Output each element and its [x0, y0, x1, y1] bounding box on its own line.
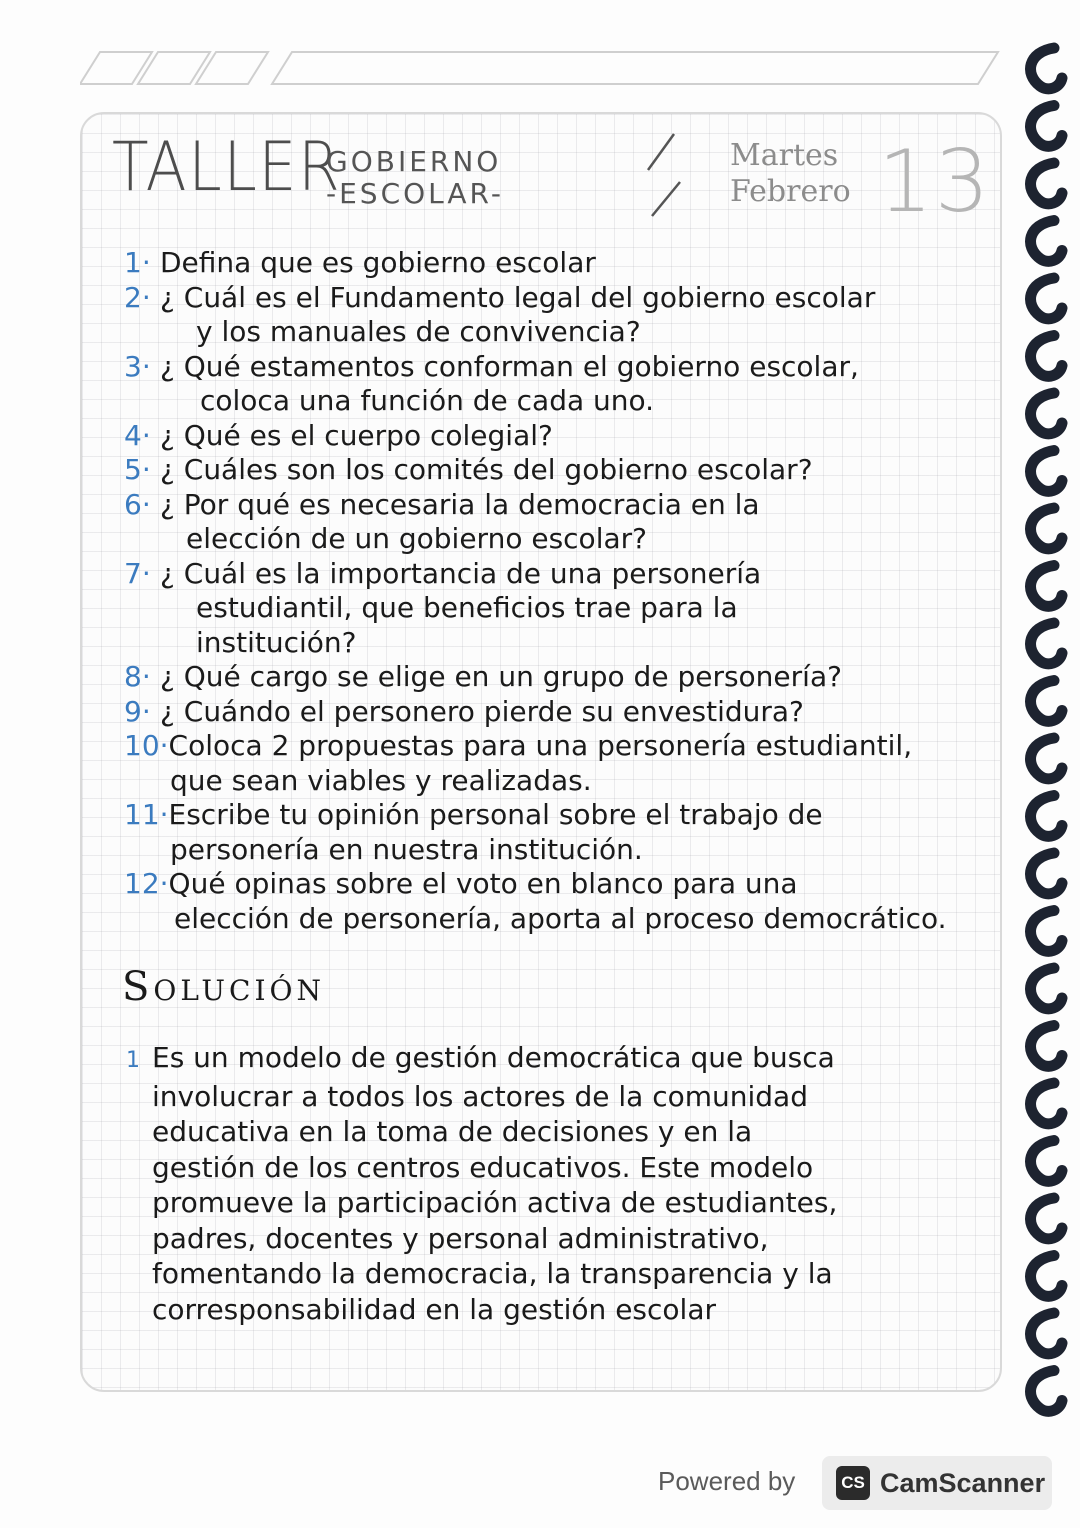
answer-line: gestión de los centros educativos. Este modelo	[152, 1150, 814, 1184]
spiral-loop	[1031, 48, 1062, 89]
question-line: ¿ Qué estamentos conforman el gobierno escolar,	[160, 349, 859, 383]
question-item	[124, 281, 984, 350]
question-line: ¿ Cuáles son los comités del gobierno escolar?	[160, 453, 813, 486]
question-item	[124, 488, 984, 557]
spiral-loop	[1031, 393, 1062, 434]
question-number: 9·	[124, 694, 151, 728]
spiral-loop	[1031, 1313, 1062, 1354]
question-line: que sean viables y realizadas.	[170, 763, 592, 797]
spiral-loop	[1031, 278, 1062, 319]
question-item	[124, 246, 984, 281]
spiral-loop	[1031, 738, 1062, 779]
question-item	[124, 798, 984, 867]
question-line: elección de un gobierno escolar?	[186, 522, 648, 555]
spiral-loop	[1031, 796, 1062, 837]
spiral-loop	[1031, 221, 1062, 262]
spiral-loop	[1031, 681, 1062, 722]
question-line: ¿ Cuándo el personero pierde su envestidura?	[160, 694, 804, 728]
question-number: 6·	[124, 487, 151, 521]
spiral-loop	[1031, 451, 1062, 492]
date-month: Febrero	[730, 174, 851, 209]
question-line: estudiantil, que beneficios trae para la	[196, 591, 738, 624]
spiral-loop	[1031, 566, 1062, 607]
question-line: ¿ Qué es el cuerpo colegial?	[160, 418, 553, 452]
powered-by-label: Powered by	[658, 1466, 796, 1496]
spiral-loop	[1031, 853, 1062, 894]
question-line: elección de personería, aporta al proceso democrático.	[174, 901, 947, 935]
question-line: personería en nuestra institución.	[170, 832, 643, 866]
date-weekday: Martes	[730, 138, 839, 173]
camscanner-logo-icon: CS	[836, 1466, 870, 1500]
spiral-loop	[1031, 968, 1062, 1009]
question-number: 11·	[124, 798, 169, 831]
spiral-loop	[1031, 1371, 1062, 1412]
question-line: Coloca 2 propuestas para una personería estudiantil,	[168, 729, 913, 762]
answer-line: involucrar a todos los actores de la comunidad	[152, 1079, 808, 1113]
spiral-loop	[1031, 336, 1062, 377]
answer-text: Es un modelo de gestión democrática que busca	[152, 1041, 835, 1074]
subtitle-line-1: GOBIERNO	[326, 145, 502, 178]
question-item	[124, 350, 984, 419]
question-item	[124, 453, 984, 488]
question-item	[124, 867, 984, 936]
spiral-loop	[1031, 163, 1062, 204]
spiral-loop	[1031, 911, 1062, 952]
solution-heading: Solución	[122, 964, 325, 1010]
question-line: Defina que es gobierno escolar	[160, 246, 596, 279]
question-item	[124, 729, 984, 798]
question-item	[124, 419, 984, 454]
question-number: 7·	[124, 556, 151, 590]
question-line: coloca una función de cada uno.	[200, 384, 655, 417]
spiral-loop	[1031, 1083, 1062, 1124]
question-number: 1·	[124, 246, 151, 279]
question-item	[124, 557, 984, 661]
page-subtitle	[326, 146, 504, 210]
question-number: 10·	[124, 729, 169, 762]
spiral-loop	[1031, 1256, 1062, 1297]
answer-line	[126, 1040, 986, 1079]
question-line: ¿ Qué cargo se elige en un grupo de personería?	[160, 660, 842, 693]
question-number: 8·	[124, 660, 151, 693]
question-line: institución?	[196, 625, 357, 659]
question-line: ¿ Cuál es la importancia de una personería	[160, 556, 762, 590]
date-day: 13	[878, 132, 992, 232]
question-number: 12·	[124, 867, 169, 900]
answer-line: promueve la participación activa de estudiantes,	[152, 1186, 838, 1219]
answer-line: corresponsabilidad en la gestión escolar	[152, 1292, 716, 1326]
question-line: ¿ Cuál es el Fundamento legal del gobierno escolar	[160, 280, 876, 314]
spiral-loop	[1031, 1141, 1062, 1182]
question-number: 5·	[124, 453, 151, 486]
camscanner-badge	[822, 1456, 1052, 1510]
spiral-loop	[1031, 623, 1062, 664]
spiral-loop	[1031, 508, 1062, 549]
question-line: Escribe tu opinión personal sobre el trabajo de	[168, 798, 823, 831]
spiral-loop	[1031, 1198, 1062, 1239]
subtitle-line-2: -ESCOLAR-	[326, 177, 504, 210]
question-item	[124, 660, 984, 695]
question-list	[124, 246, 984, 936]
question-number: 3·	[124, 349, 151, 383]
date-boxes	[80, 50, 1000, 86]
answer-line: educativa en la toma de decisiones y en la	[152, 1115, 753, 1148]
question-item	[124, 695, 984, 730]
answer-line: fomentando la democracia, la transparencia y la	[152, 1257, 833, 1290]
spiral-loop	[1031, 106, 1062, 147]
page-title: TALLER	[112, 128, 342, 207]
date-separator-marks	[640, 130, 690, 220]
question-number: 2·	[124, 280, 151, 314]
question-line: Qué opinas sobre el voto en blanco para una	[168, 867, 798, 900]
question-line: ¿ Por qué es necesaria la democracia en la	[160, 487, 760, 521]
camscanner-brand: CamScanner	[880, 1467, 1046, 1498]
answer-line: padres, docentes y personal administrativo,	[152, 1221, 769, 1255]
question-line: y los manuales de convivencia?	[196, 315, 641, 348]
spiral-binding	[1018, 30, 1068, 1430]
answer-block	[126, 1040, 986, 1327]
spiral-loop	[1031, 1026, 1062, 1067]
answer-number: 1	[126, 1048, 140, 1073]
question-number: 4·	[124, 418, 151, 452]
